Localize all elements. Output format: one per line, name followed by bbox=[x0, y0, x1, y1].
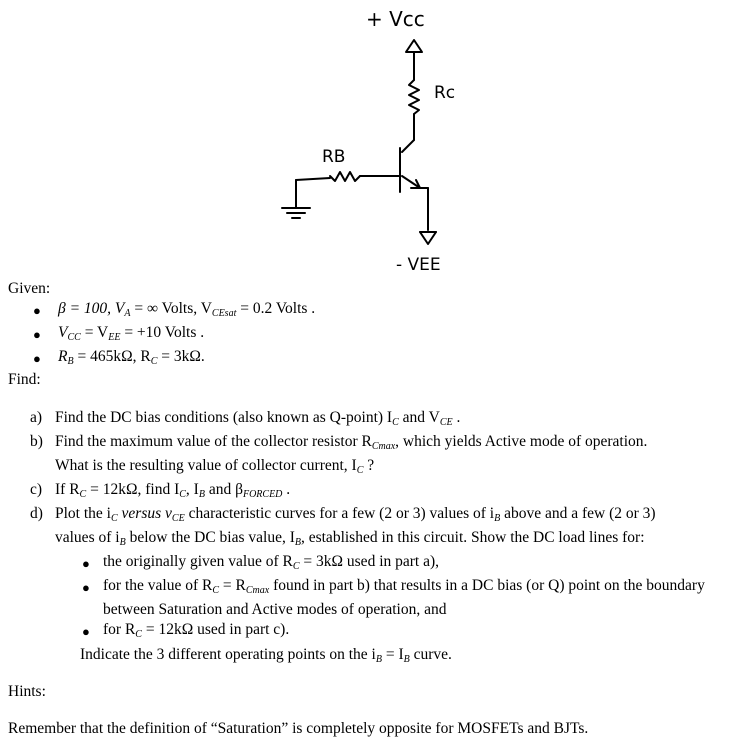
rc-resistor bbox=[409, 80, 419, 114]
given-item-3: $R_B = 465k\Omega$, $R_C = 3k\Omega$. bbox=[58, 348, 205, 367]
find-d-text-2: values of $i_B$ below the DC bias value, $I_B$, established in this circuit. Show the DC load lines for: bbox=[55, 529, 645, 548]
vee-arrow bbox=[420, 232, 436, 244]
find-b-label: b) bbox=[30, 433, 43, 450]
find-a-label: a) bbox=[30, 409, 43, 426]
bullet: ● bbox=[82, 556, 90, 571]
bullet: ● bbox=[33, 351, 41, 366]
vcc-label: + Vcc bbox=[366, 7, 425, 31]
load-line-item-3: for $R_C = 12k\Omega$ used in part c). bbox=[103, 621, 290, 640]
hints-heading: Hints: bbox=[8, 683, 46, 700]
bullet: ● bbox=[82, 624, 90, 639]
find-c-label: c) bbox=[30, 481, 43, 498]
find-b-text: Find the maximum value of the collector resistor $R_{Cmax}$, which yields Active mode of operation. bbox=[55, 433, 648, 452]
rb-label: RB bbox=[322, 147, 346, 167]
rb-resistor bbox=[330, 172, 360, 181]
given-item-2: $V_{CC} = V_{EE} = +10$ Volts . bbox=[58, 324, 205, 343]
load-line-item-2-cont: between Saturation and Active modes of operation, and bbox=[103, 601, 447, 618]
hints-text: Remember that the definition of “Saturation” is completely opposite for MOSFETs and BJTs. bbox=[8, 720, 589, 737]
load-line-item-2: for the value of $R_C = R_{Cmax}$ found in part b) that results in a DC bias (or Q) point on the boundary bbox=[103, 577, 705, 596]
bullet: ● bbox=[33, 327, 41, 342]
bjt-circuit-diagram bbox=[0, 0, 733, 285]
find-b-text-2: What is the resulting value of collector current, $I_C$ ? bbox=[55, 457, 375, 476]
load-line-item-1: the originally given value of $R_C = 3k\Omega$ used in part a), bbox=[103, 553, 440, 572]
find-c-text: If $R_C = 12k\Omega$, find $I_C$, $I_B$ and $\beta_{FORCED}$ . bbox=[55, 481, 291, 500]
find-heading: Find: bbox=[8, 371, 41, 388]
vcc-arrow bbox=[406, 40, 422, 52]
rc-label: Rc bbox=[434, 83, 456, 103]
find-a-text: Find the DC bias conditions (also known as Q-point) $I_C$ and $V_{CE}$ . bbox=[55, 409, 461, 428]
given-item-1: β = 100, $V_A$ = ∞ Volts, $V_{CEsat} = 0.2$ Volts . bbox=[58, 300, 316, 319]
indicate-text: Indicate the 3 different operating points on the $i_B = I_B$ curve. bbox=[80, 646, 452, 665]
given-heading: Given: bbox=[8, 280, 51, 297]
vee-label: - VEE bbox=[396, 255, 441, 275]
find-d-label: d) bbox=[30, 505, 43, 522]
find-d-text: Plot the $i_C$ versus $v_{CE}$ characteristic curves for a few (2 or 3) values of $i_B$ above and a few (2 or 3) bbox=[55, 505, 656, 524]
bullet: ● bbox=[82, 580, 90, 595]
bullet: ● bbox=[33, 303, 41, 318]
